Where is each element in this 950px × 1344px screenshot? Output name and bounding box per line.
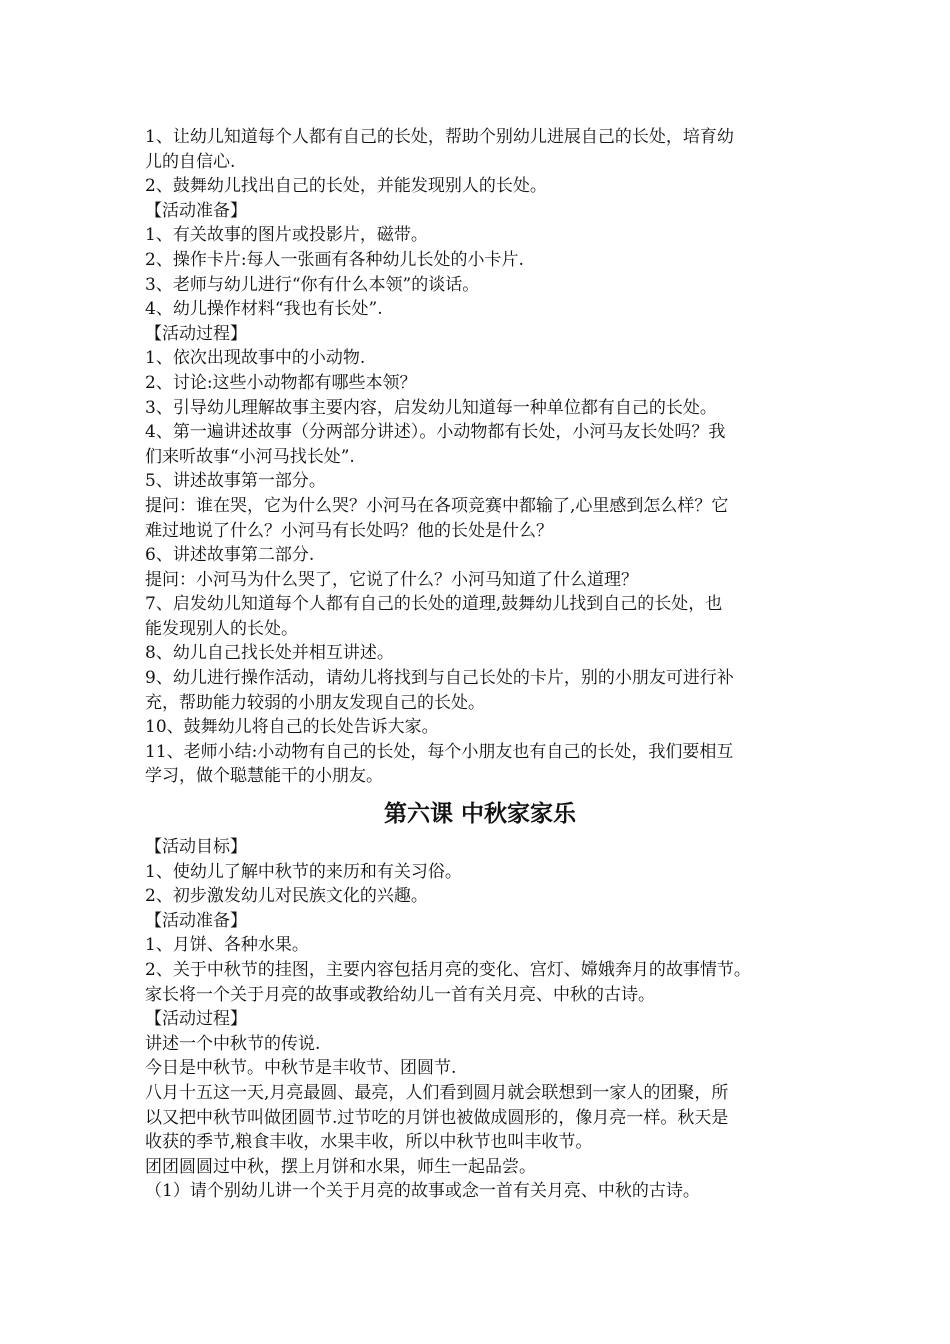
text-line: 家长将一个关于月亮的故事或教给幼儿一首有关月亮、中秋的古诗。: [145, 984, 655, 1005]
text-line: 2、操作卡片:每人一张画有各种幼儿长处的小卡片.: [145, 249, 524, 270]
text-line: 学习，做个聪慧能干的小朋友。: [145, 766, 383, 787]
text-line: 提问：谁在哭，它为什么哭？小河马在各项竞赛中都输了,心里感到怎么样？它: [145, 495, 729, 516]
text-line: 八月十五这一天,月亮最圆、最亮，人们看到圆月就会联想到一家人的团聚，所: [145, 1082, 729, 1103]
text-line: 团团圆圆过中秋，摆上月饼和水果，师生一起品尝。: [145, 1156, 536, 1177]
lesson-previous-section: [145, 125, 815, 789]
text-line: 11、老师小结:小动物有自己的长处，每个小朋友也有自己的长处，我们要相互: [145, 741, 734, 762]
text-line: 讲述一个中秋节的传说.: [145, 1033, 321, 1054]
text-line: 10、鼓舞幼儿将自己的长处告诉大家。: [145, 717, 439, 738]
text-line: 1、让幼儿知道每个人都有自己的长处，帮助个别幼儿进展自己的长处，培育幼: [145, 127, 734, 147]
lesson-title: 第六课 中秋家家乐: [383, 800, 576, 828]
lesson-six-section: [145, 835, 815, 1204]
text-line: 5、讲述故事第一部分。: [145, 471, 326, 492]
text-line: 充，帮助能力较弱的小朋友发现自己的长处。: [145, 692, 485, 713]
section-heading: 【活动准备】: [145, 910, 247, 931]
text-line: 2、关于中秋节的挂图，主要内容包括月亮的变化、宫灯、嫦娥奔月的故事情节。: [145, 960, 751, 980]
text-line: 1、月饼、各种水果。: [145, 935, 309, 956]
text-line: 们来听故事“小河马找长处”.: [145, 446, 355, 467]
text-line: 8、幼儿自己找长处并相互讲述。: [145, 643, 394, 664]
text-line: （1）请个别幼儿讲一个关于月亮的故事或念一首有关月亮、中秋的古诗。: [145, 1181, 700, 1202]
text-line: 儿的自信心.: [145, 151, 236, 172]
text-line: 2、初步激发幼儿对民族文化的兴趣。: [145, 886, 428, 907]
section-heading: 【活动目标】: [145, 837, 247, 858]
text-line: 以又把中秋节叫做团圆节.过节吃的月饼也被做成圆形的，像月亮一样。秋天是: [145, 1107, 729, 1128]
text-line: 难过地说了什么？小河马有长处吗？他的长处是什么？: [145, 520, 553, 541]
text-line: 能发现别人的长处。: [145, 618, 298, 639]
text-line: 7、启发幼儿知道每个人都有自己的长处的道理,鼓舞幼儿找到自己的长处，也: [145, 594, 723, 615]
document-body: [145, 125, 815, 1204]
text-line: 9、幼儿进行操作活动，请幼儿将找到与自己长处的卡片，别的小朋友可进行补: [145, 668, 734, 689]
text-line: 2、讨论:这些小动物都有哪些本领？: [145, 372, 417, 393]
text-line: 1、有关故事的图片或投影片，磁带。: [145, 225, 428, 246]
text-line: 4、第一遍讲述故事（分两部分讲述）。小动物都有长处，小河马友长处吗？我: [145, 422, 726, 443]
text-line: 1、依次出现故事中的小动物.: [145, 348, 366, 369]
text-line: 4、幼儿操作材料“我也有长处”.: [145, 299, 383, 320]
text-line: 6、讲述故事第二部分.: [145, 545, 315, 566]
text-line: 今日是中秋节。中秋节是丰收节、团圆节.: [145, 1058, 457, 1079]
text-line: 1、使幼儿了解中秋节的来历和有关习俗。: [145, 861, 462, 882]
text-line: 收获的季节,粮食丰收，水果丰收，所以中秋节也叫丰收节。: [145, 1132, 593, 1153]
text-line: 提问：小河马为什么哭了，它说了什么？小河马知道了什么道理？: [145, 569, 638, 590]
text-line: 3、引导幼儿理解故事主要内容，启发幼儿知道每一种单位都有自己的长处。: [145, 397, 717, 418]
text-line: 2、鼓舞幼儿找出自己的长处，并能发现别人的长处。: [145, 176, 547, 197]
section-heading: 【活动过程】: [145, 1009, 247, 1030]
section-heading: 【活动准备】: [145, 200, 247, 221]
text-line: 3、老师与幼儿进行“你有什么本领”的谈话。: [145, 274, 480, 295]
section-heading: 【活动过程】: [145, 323, 247, 344]
